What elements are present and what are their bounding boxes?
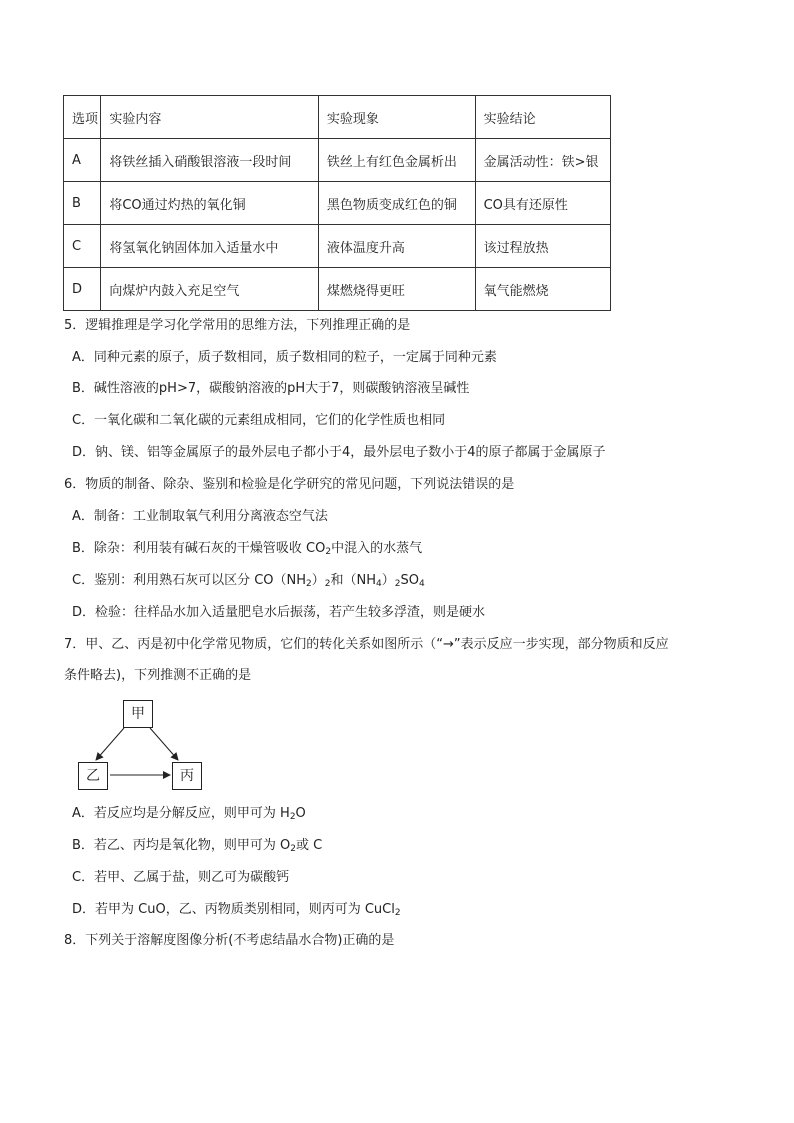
subscript: 4 [419, 579, 425, 589]
q7-b-text: B．若乙、丙均是氧化物，则甲可为 O [72, 838, 291, 853]
table-cell: D [64, 268, 101, 311]
q7-option-b [72, 837, 322, 855]
q6-c-text: C．鉴别：利用熟石灰可以区分 CO（NH [72, 573, 307, 588]
table-header-cell: 选项 [64, 96, 101, 139]
q7-d-text: D．若甲为 CuO，乙、丙物质类别相同，则丙可为 CuCl [72, 902, 395, 917]
table-row [64, 225, 611, 268]
table-cell: 液体温度升高 [318, 225, 475, 268]
q6-c-text: 和（NH [330, 573, 377, 588]
q7-a-text: O [295, 806, 306, 821]
subscript: 2 [324, 579, 331, 589]
transformation-diagram [76, 700, 206, 792]
q6-c-text: ） [311, 573, 325, 588]
node-yi: 乙 [78, 762, 108, 790]
table-cell: 铁丝上有红色金属析出 [318, 139, 475, 182]
table-cell: 该过程放热 [475, 225, 610, 268]
q5-option-b: B．碱性溶液的pH>7，碳酸钠溶液的pH大于7，则碳酸钠溶液呈碱性 [72, 381, 470, 396]
arrow-top-to-right [150, 728, 178, 760]
node-jia: 甲 [123, 700, 153, 728]
subscript: 2 [290, 844, 297, 854]
subscript: 4 [376, 579, 382, 589]
table-cell: 将铁丝插入硝酸银溶液一段时间 [101, 139, 319, 182]
subscript: 2 [306, 579, 312, 589]
table-cell: B [64, 182, 101, 225]
table-header-row [64, 96, 611, 139]
table-row [64, 182, 611, 225]
table-cell: 将CO通过灼热的氧化铜 [101, 182, 319, 225]
q6-c-text: SO [400, 573, 419, 588]
table-cell: 煤燃烧得更旺 [318, 268, 475, 311]
table-cell: 黑色物质变成红色的铜 [318, 182, 475, 225]
q6-c-text: ） [381, 573, 395, 588]
table-cell: 将氢氧化钠固体加入适量水中 [101, 225, 319, 268]
subscript: 2 [394, 908, 401, 918]
q6-b-text: 中混入的水蒸气 [331, 541, 423, 556]
q5-option-a: A．同种元素的原子，质子数相同，质子数相同的粒子，一定属于同种元素 [72, 350, 497, 365]
table-header-cell: 实验结论 [475, 96, 610, 139]
q5-option-d: D．钠、镁、铝等金属原子的最外层电子都小于4，最外层电子数小于4的原子都属于金属原子 [72, 445, 606, 460]
q6-b-text: B．除杂：利用装有碱石灰的干燥管吸收 CO [72, 541, 326, 556]
arrow-top-to-left [96, 728, 124, 760]
table-header-cell: 实验内容 [101, 96, 319, 139]
q7-b-text: 或 C [296, 838, 323, 853]
table-cell: CO具有还原性 [475, 182, 610, 225]
table-cell: C [64, 225, 101, 268]
question-8-stem: 8．下列关于溶解度图像分析(不考虑结晶水合物)正确的是 [64, 933, 395, 948]
subscript: 2 [325, 547, 332, 557]
q7-a-text: A．若反应均是分解反应，则甲可为 H [72, 806, 290, 821]
node-bing: 丙 [172, 762, 202, 790]
table-row [64, 139, 611, 182]
table-cell: A [64, 139, 101, 182]
q7-option-d [72, 901, 401, 919]
question-7-stem-cont: 条件略去)，下列推测不正确的是 [64, 668, 252, 683]
q6-option-a: A．制备：工业制取氧气利用分离液态空气法 [72, 509, 328, 524]
question-7-stem: 7．甲、乙、丙是初中化学常见物质，它们的转化关系如图所示（“→”表示反应一步实现，部分物质和反应 [64, 637, 669, 652]
question-6-stem: 6．物质的制备、除杂、鉴别和检验是化学研究的常见问题，下列说法错误的是 [64, 477, 515, 492]
q5-option-c: C．一氧化碳和二氧化碳的元素组成相同，它们的化学性质也相同 [72, 413, 446, 428]
table-cell: 氧气能燃烧 [475, 268, 610, 311]
q7-option-c: C．若甲、乙属于盐，则乙可为碳酸钙 [72, 870, 290, 885]
q6-option-b [72, 540, 422, 558]
table-cell: 向煤炉内鼓入充足空气 [101, 268, 319, 311]
table-header-cell: 实验现象 [318, 96, 475, 139]
question-5-stem: 5．逻辑推理是学习化学常用的思维方法，下列推理正确的是 [64, 318, 411, 333]
subscript: 2 [394, 579, 401, 589]
q6-option-c [72, 572, 425, 590]
q6-option-d: D．检验：往样品水加入适量肥皂水后振荡，若产生较多浮渣，则是硬水 [72, 605, 486, 620]
experiment-table [63, 95, 611, 311]
subscript: 2 [289, 812, 296, 822]
table-row [64, 268, 611, 311]
table-cell: 金属活动性：铁>银 [475, 139, 610, 182]
q7-option-a [72, 805, 306, 823]
